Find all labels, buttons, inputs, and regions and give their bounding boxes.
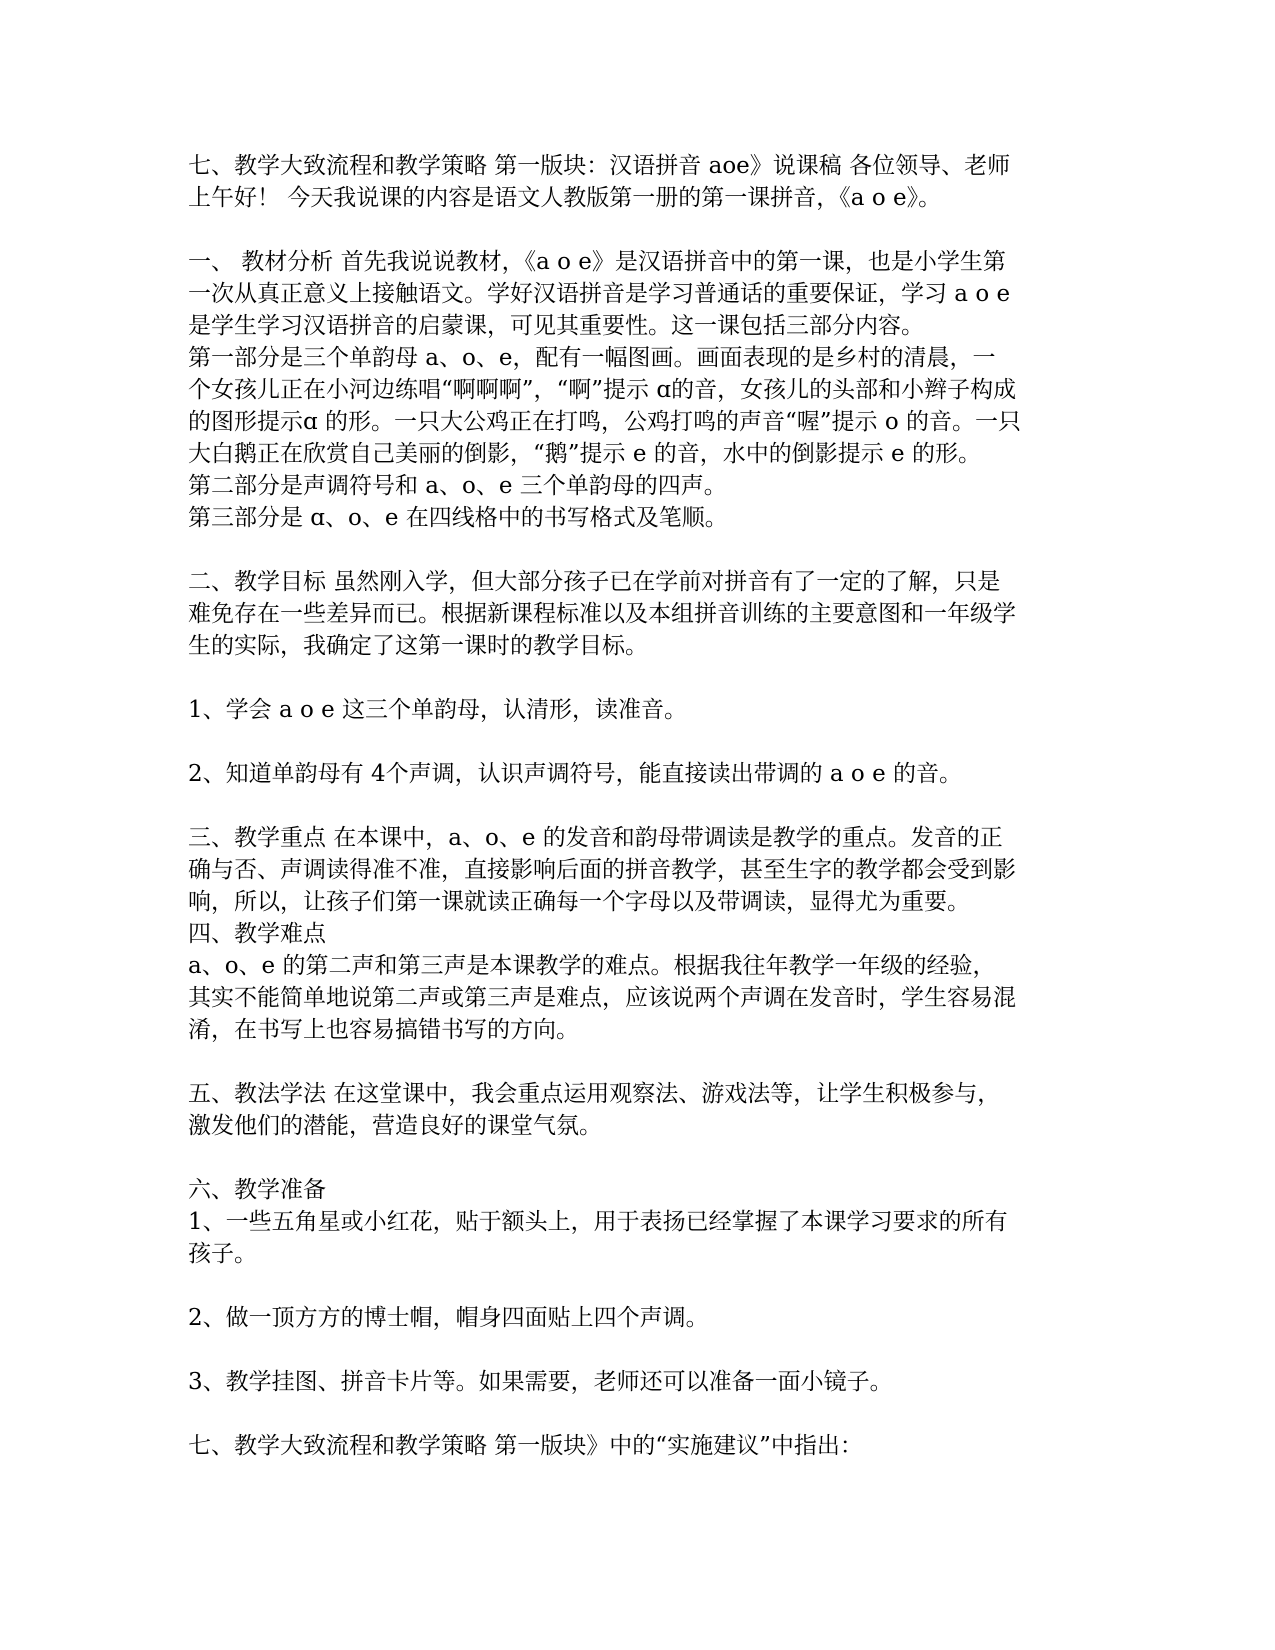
text-line: 个女孩儿正在小河边练唱“啊啊啊”，“啊”提示 ɑ的音，女孩儿的头部和小辫子构成 (188, 377, 1017, 403)
section-materials-paragraph (188, 246, 1088, 534)
text-line: 响，所以，让孩子们第一课就读正确每一个字母以及带调读，显得尤为重要。 (188, 889, 970, 915)
text-line: 二、教学目标 虽然刚入学，但大部分孩子已在学前对拼音有了一定的了解，只是 (188, 569, 1001, 595)
text-line: 其实不能简单地说第二声或第三声是难点，应该说两个声调在发音时，学生容易混 (188, 985, 1016, 1011)
text-line: 3、教学挂图、拼音卡片等。如果需要，老师还可以准备一面小镜子。 (188, 1369, 893, 1395)
text-line: 第三部分是 ɑ、o、e 在四线格中的书写格式及笔顺。 (188, 505, 728, 531)
text-line: 第一部分是三个单韵母 a、o、e，配有一幅图画。画面表现的是乡村的清晨，一 (188, 345, 996, 371)
text-line: 七、教学大致流程和教学策略 第一版块》中的“实施建议”中指出： (188, 1433, 863, 1459)
text-line: 大白鹅正在欣赏自己美丽的倒影，“鹅”提示 e 的音，水中的倒影提示 e 的形。 (188, 441, 981, 467)
text-line: 五、教法学法 在这堂课中，我会重点运用观察法、游戏法等，让学生积极参与， (188, 1081, 1001, 1107)
text-line: 第二部分是声调符号和 a、o、e 三个单韵母的四声。 (188, 473, 727, 499)
text-line: 1、一些五角星或小红花，贴于额头上，用于表扬已经掌握了本课学习要求的所有 (188, 1209, 1008, 1235)
text-line: 是学生学习汉语拼音的启蒙课，可见其重要性。这一课包括三部分内容。 (188, 313, 924, 339)
text-line: 三、教学重点 在本课中，a、o、e 的发音和韵母带调读是教学的重点。发音的正 (188, 825, 1003, 851)
text-line: 孩子。 (188, 1241, 257, 1267)
preparation-item-2 (188, 1302, 1088, 1334)
text-line: 2、做一顶方方的博士帽，帽身四面贴上四个声调。 (188, 1305, 709, 1331)
section-methods-paragraph (188, 1078, 1088, 1142)
text-line: 四、教学难点 (188, 921, 326, 947)
text-line: 淆，在书写上也容易搞错书写的方向。 (188, 1017, 579, 1043)
section-goals-paragraph (188, 566, 1088, 662)
text-line: a、o、e 的第二声和第三声是本课教学的难点。根据我往年教学一年级的经验， (188, 953, 996, 979)
document-page (188, 150, 1088, 1462)
intro-paragraph (188, 150, 1088, 214)
text-line: 一、 教材分析 首先我说说教材，《a o e》是汉语拼音中的第一课，也是小学生第 (188, 249, 1006, 275)
goal-item-2 (188, 758, 1088, 790)
text-line: 六、教学准备 (188, 1177, 326, 1203)
text-line: 生的实际，我确定了这第一课时的教学目标。 (188, 633, 648, 659)
text-line: 激发他们的潜能，营造良好的课堂气氛。 (188, 1113, 602, 1139)
goal-item-1 (188, 694, 1088, 726)
text-line: 难免存在一些差异而已。根据新课程标准以及本组拼音训练的主要意图和一年级学 (188, 601, 1016, 627)
section-key-points-paragraph (188, 822, 1088, 1046)
text-line: 确与否、声调读得准不准，直接影响后面的拼音教学，甚至生字的教学都会受到影 (188, 857, 1016, 883)
text-line: 的图形提示ɑ 的形。一只大公鸡正在打鸣，公鸡打鸣的声音“喔”提示 o 的音。一只 (188, 409, 1022, 435)
text-line: 2、知道单韵母有 4个声调，认识声调符号，能直接读出带调的 a o e 的音。 (188, 761, 962, 787)
section-preparation-paragraph (188, 1174, 1088, 1270)
text-line: 七、教学大致流程和教学策略 第一版块：汉语拼音 aoe》说课稿 各位领导、老师 (188, 153, 1011, 179)
preparation-item-3 (188, 1366, 1088, 1398)
section-process-paragraph (188, 1430, 1088, 1462)
text-line: 一次从真正意义上接触语文。学好汉语拼音是学习普通话的重要保证，学习 a o e (188, 281, 1011, 307)
text-line: 上午好！ 今天我说课的内容是语文人教版第一册的第一课拼音，《a o e》。 (188, 185, 942, 211)
text-line: 1、学会 a o e 这三个单韵母，认清形，读准音。 (188, 697, 688, 723)
